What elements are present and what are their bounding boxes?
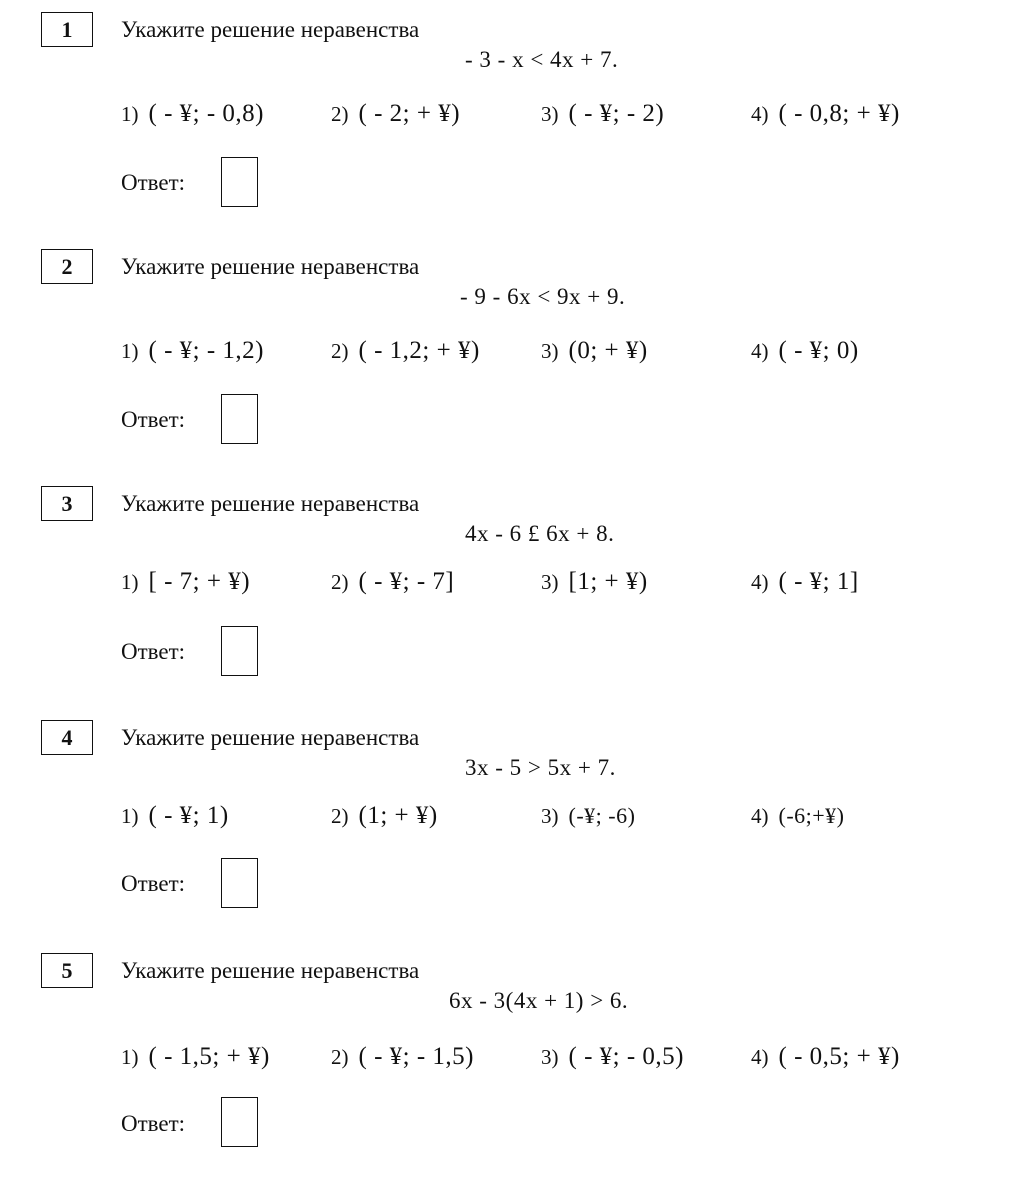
option-value: ( - ¥; - 7] bbox=[358, 568, 455, 595]
answer-label: Ответ: bbox=[121, 170, 186, 195]
option-2 bbox=[331, 1035, 474, 1079]
option-number: 2) bbox=[331, 570, 349, 594]
option-1 bbox=[121, 560, 250, 604]
option-value: ( - ¥; - 0,8) bbox=[148, 100, 264, 127]
option-3 bbox=[541, 794, 635, 838]
option-value: (-¥; -6) bbox=[568, 803, 636, 828]
option-value: ( - 0,8; + ¥) bbox=[778, 100, 900, 127]
task-prompt: Укажите решение неравенства bbox=[121, 958, 420, 983]
task-number-box: 2 bbox=[41, 249, 93, 284]
option-1 bbox=[121, 1035, 270, 1079]
task-prompt: Укажите решение неравенства bbox=[121, 254, 420, 279]
option-value: ( - 1,2; + ¥) bbox=[358, 337, 480, 364]
option-number: 1) bbox=[121, 804, 139, 828]
option-number: 1) bbox=[121, 570, 139, 594]
option-value: (-6;+¥) bbox=[778, 803, 845, 828]
option-4 bbox=[751, 92, 900, 136]
option-number: 3) bbox=[541, 102, 559, 126]
task-prompt: Укажите решение неравенства bbox=[121, 725, 420, 750]
option-number: 3) bbox=[541, 804, 559, 828]
option-1 bbox=[121, 329, 264, 373]
inequality: 6x - 3(4x + 1) > 6. bbox=[449, 988, 629, 1013]
answer-label: Ответ: bbox=[121, 871, 186, 896]
task-prompt: Укажите решение неравенства bbox=[121, 491, 420, 516]
option-4 bbox=[751, 794, 845, 838]
task-5 bbox=[0, 945, 1021, 1175]
option-value: ( - 1,5; + ¥) bbox=[148, 1043, 270, 1070]
option-3 bbox=[541, 329, 648, 373]
option-value: ( - ¥; 0) bbox=[778, 337, 859, 364]
task-number-box: 1 bbox=[41, 12, 93, 47]
task-number-box: 4 bbox=[41, 720, 93, 755]
task-2 bbox=[0, 241, 1021, 471]
option-3 bbox=[541, 1035, 684, 1079]
option-value: ( - ¥; 1] bbox=[778, 568, 859, 595]
option-4 bbox=[751, 329, 859, 373]
option-value: ( - ¥; - 2) bbox=[568, 100, 665, 127]
task-1 bbox=[0, 4, 1021, 234]
option-value: ( - 0,5; + ¥) bbox=[778, 1043, 900, 1070]
task-number-box: 3 bbox=[41, 486, 93, 521]
task-4 bbox=[0, 712, 1021, 942]
task-prompt: Укажите решение неравенства bbox=[121, 17, 420, 42]
option-4 bbox=[751, 1035, 900, 1079]
inequality: - 3 - x < 4x + 7. bbox=[465, 47, 619, 72]
answer-input-box[interactable] bbox=[221, 1097, 258, 1147]
option-2 bbox=[331, 92, 460, 136]
inequality: - 9 - 6x < 9x + 9. bbox=[460, 284, 626, 309]
answer-input-box[interactable] bbox=[221, 858, 258, 908]
answer-label: Ответ: bbox=[121, 1111, 186, 1136]
option-1 bbox=[121, 794, 229, 838]
option-3 bbox=[541, 560, 648, 604]
option-value: ( - ¥; - 0,5) bbox=[568, 1043, 684, 1070]
option-number: 3) bbox=[541, 1045, 559, 1069]
option-1 bbox=[121, 92, 264, 136]
option-number: 2) bbox=[331, 102, 349, 126]
option-3 bbox=[541, 92, 664, 136]
option-number: 4) bbox=[751, 339, 769, 363]
task-number-box: 5 bbox=[41, 953, 93, 988]
option-number: 4) bbox=[751, 102, 769, 126]
option-number: 2) bbox=[331, 339, 349, 363]
option-value: ( - ¥; - 1,5) bbox=[358, 1043, 474, 1070]
option-value: [1; + ¥) bbox=[568, 568, 648, 595]
option-4 bbox=[751, 560, 859, 604]
option-number: 4) bbox=[751, 804, 769, 828]
option-value: [ - 7; + ¥) bbox=[148, 568, 251, 595]
option-value: ( - 2; + ¥) bbox=[358, 100, 461, 127]
option-number: 3) bbox=[541, 570, 559, 594]
answer-input-box[interactable] bbox=[221, 626, 258, 676]
answer-label: Ответ: bbox=[121, 407, 186, 432]
option-value: (0; + ¥) bbox=[568, 337, 648, 364]
option-value: (1; + ¥) bbox=[358, 802, 438, 829]
inequality: 4x - 6 £ 6x + 8. bbox=[465, 521, 615, 546]
option-value: ( - ¥; 1) bbox=[148, 802, 229, 829]
option-2 bbox=[331, 794, 438, 838]
option-number: 1) bbox=[121, 339, 139, 363]
answer-label: Ответ: bbox=[121, 639, 186, 664]
option-number: 4) bbox=[751, 1045, 769, 1069]
inequality: 3x - 5 > 5x + 7. bbox=[465, 755, 616, 780]
option-number: 1) bbox=[121, 1045, 139, 1069]
option-number: 3) bbox=[541, 339, 559, 363]
option-2 bbox=[331, 329, 480, 373]
option-value: ( - ¥; - 1,2) bbox=[148, 337, 264, 364]
option-number: 2) bbox=[331, 1045, 349, 1069]
option-number: 4) bbox=[751, 570, 769, 594]
option-number: 1) bbox=[121, 102, 139, 126]
answer-input-box[interactable] bbox=[221, 394, 258, 444]
option-2 bbox=[331, 560, 454, 604]
answer-input-box[interactable] bbox=[221, 157, 258, 207]
task-3 bbox=[0, 478, 1021, 708]
option-number: 2) bbox=[331, 804, 349, 828]
